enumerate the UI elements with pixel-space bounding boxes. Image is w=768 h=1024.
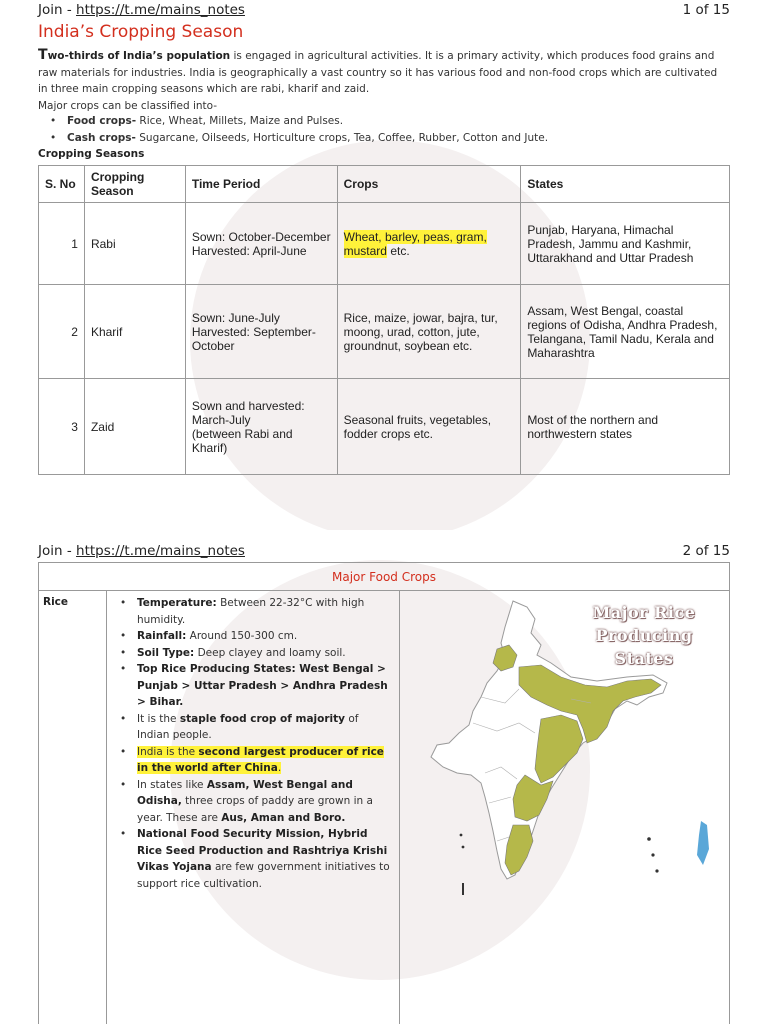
island-dot <box>655 869 658 872</box>
list-item: • Soil Type: Deep clayey and loamy soil. <box>119 645 391 662</box>
map-title: Major Rice Producing States <box>592 603 696 668</box>
cell-period: Sown and harvested: March-July (between Rabi and Kharif) <box>185 379 337 475</box>
page-number: 1 of 15 <box>682 2 730 18</box>
cell-crops: Wheat, barley, peas, gram, mustard etc. <box>337 203 521 285</box>
andaman-islands <box>697 821 709 865</box>
island-dot <box>460 834 463 837</box>
list-item: • In states like Assam, West Bengal and Odisha, three crops of paddy are grown in a year. These are Aus, Aman and Boro. <box>119 777 391 827</box>
list-item: • It is the staple food crop of majority of Indian people. <box>119 711 391 744</box>
rice-facts-list <box>119 595 391 892</box>
cell-period: Sown: June-July Harvested: September-October <box>185 285 337 379</box>
intro-line2: Major crops can be classified into- <box>38 99 218 112</box>
column-header-crops: Crops <box>337 166 521 203</box>
cell-sno: 2 <box>39 285 85 379</box>
table-row <box>39 379 730 475</box>
page-2 <box>0 530 768 1024</box>
page-number: 2 of 15 <box>682 543 730 559</box>
table-row <box>39 285 730 379</box>
section-title: Major Food Crops <box>39 563 729 591</box>
column-header-season: Cropping Season <box>84 166 185 203</box>
island-dot <box>651 853 654 856</box>
intro-first-letter: T <box>38 47 48 63</box>
list-item: • Cash crops- Sugarcane, Oilseeds, Horticulture crops, Tea, Coffee, Rubber, Cotton and Jute. <box>50 130 548 147</box>
cropping-seasons-table <box>38 165 730 475</box>
cell-season: Kharif <box>84 285 185 379</box>
cell-crops: Seasonal fruits, vegetables, fodder crops etc. <box>337 379 521 475</box>
list-item: • Temperature: Between 22-32°C with high humidity. <box>119 595 391 628</box>
page-title: India’s Cropping Season <box>38 22 244 42</box>
table-heading: Cropping Seasons <box>38 148 145 160</box>
list-item: • India is the second largest producer of rice in the world after China. <box>119 744 391 777</box>
crop-category-list <box>50 113 548 147</box>
highlighted-text: Wheat, barley, peas, gram, mustard <box>343 229 487 258</box>
cell-sno: 3 <box>39 379 85 475</box>
cell-states: Punjab, Haryana, Himachal Pradesh, Jammu and Kashmir, Uttarakhand and Uttar Pradesh <box>521 203 730 285</box>
list-item: • National Food Security Mission, Hybrid Rice Seed Production and Rashtriya Krishi Vikas Yojana are few government initiatives to support rice cultivation. <box>119 826 391 892</box>
column-header-sno: S. No <box>39 166 85 203</box>
cell-crops: Rice, maize, jowar, bajra, tur, moong, urad, cotton, jute, groundnut, soybean etc. <box>337 285 521 379</box>
island-dot <box>462 846 465 849</box>
telegram-link[interactable]: https://t.me/mains_notes <box>76 2 245 18</box>
cell-season: Zaid <box>84 379 185 475</box>
table-header-row <box>39 166 730 203</box>
join-label: Join - <box>38 2 77 18</box>
page-header <box>38 2 730 22</box>
island-dot <box>647 837 651 841</box>
column-header-period: Time Period <box>185 166 337 203</box>
rice-states-map <box>401 593 729 933</box>
cell-states: Most of the northern and northwestern states <box>521 379 730 475</box>
cell-states: Assam, West Bengal, coastal regions of Odisha, Andhra Pradesh, Telangana, Tamil Nadu, Kerala and Maharashtra <box>521 285 730 379</box>
cell-season: Rabi <box>84 203 185 285</box>
telegram-link[interactable]: https://t.me/mains_notes <box>76 543 245 559</box>
page-1 <box>0 0 768 490</box>
cell-sno: 1 <box>39 203 85 285</box>
table-row <box>39 203 730 285</box>
list-item: • Top Rice Producing States: West Bengal > Punjab > Uttar Pradesh > Andhra Pradesh > Bihar. <box>119 661 391 711</box>
list-item: • Food crops- Rice, Wheat, Millets, Maize and Pulses. <box>50 113 548 130</box>
intro-paragraph <box>38 47 730 114</box>
column-header-states: States <box>521 166 730 203</box>
column-divider <box>399 591 400 1024</box>
intro-text: is engaged in agricultural activities. It is a primary activity, which produces food grains and raw materials for industries. India is geographically a vast country so it has various food and non-food crops which are cultivated in three main cropping seasons which are rabi, kharif and zaid. <box>38 50 718 95</box>
crop-name: Rice <box>43 596 69 608</box>
food-crops-table <box>38 562 730 1024</box>
join-label: Join - <box>38 543 77 559</box>
intro-bold: wo-thirds of India’s population <box>47 50 231 62</box>
column-divider <box>106 591 107 1024</box>
list-item: • Rainfall: Around 150-300 cm. <box>119 628 391 645</box>
cell-period: Sown: October-December Harvested: April-June <box>185 203 337 285</box>
page-header <box>38 543 730 563</box>
